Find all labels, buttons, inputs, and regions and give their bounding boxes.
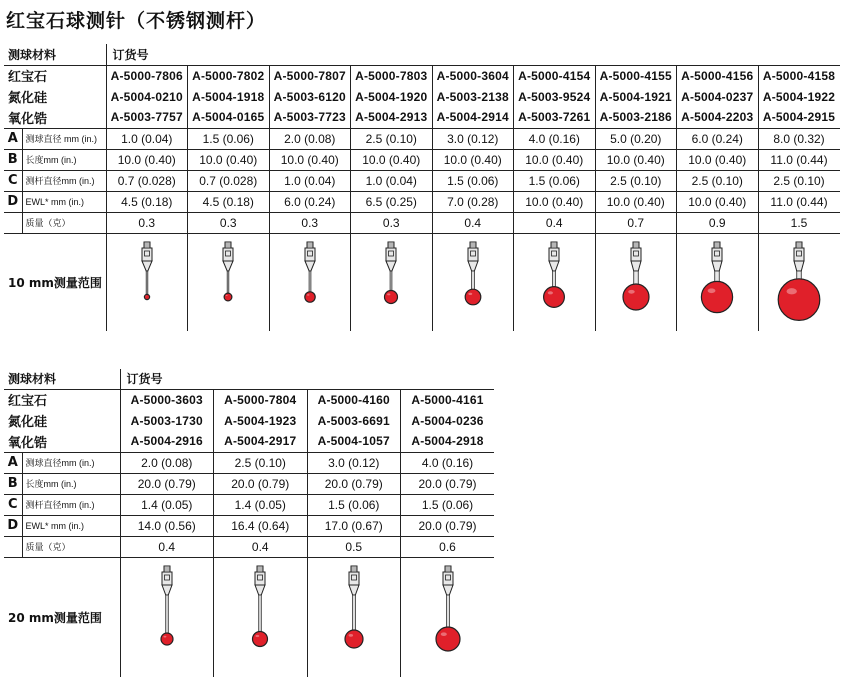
param-value-cell: 7.0 (0.28) — [432, 191, 514, 212]
order-number-header: 订货号 — [106, 44, 840, 65]
param-value-cell: 6.5 (0.25) — [351, 191, 433, 212]
stylus-icon — [117, 234, 177, 330]
order-number-cell: A-5004-2915 — [758, 107, 840, 128]
param-value-cell: 3.0 (0.12) — [307, 452, 401, 473]
order-number-cell: A-5003-7261 — [514, 107, 596, 128]
param-value-cell: 6.0 (0.24) — [269, 191, 351, 212]
stylus-stem — [146, 271, 148, 295]
stylus-taper — [349, 585, 359, 595]
param-letter: C — [4, 494, 22, 515]
material-label: 氮化硅 — [8, 91, 48, 106]
param-value-cell: 0.4 — [120, 536, 214, 557]
stylus-stem — [309, 271, 311, 294]
param-value-cell: 11.0 (0.44) — [758, 191, 840, 212]
stylus-thread — [470, 242, 476, 248]
param-value-cell: 4.5 (0.18) — [188, 191, 270, 212]
param-value-cell: 10.0 (0.40) — [595, 149, 677, 170]
stylus-body — [349, 572, 359, 585]
param-letter: A — [4, 452, 22, 473]
param-value-cell: 20.0 (0.79) — [307, 473, 401, 494]
material-header: 测球材料 — [4, 44, 106, 65]
stylus-taper — [443, 585, 453, 595]
param-value-cell: 0.9 — [677, 212, 759, 233]
ruby-ball-highlight — [226, 294, 228, 295]
stylus-illustration-cell — [214, 557, 308, 677]
order-number-cell: A-5003-7757 — [106, 107, 188, 128]
order-number-cell: A-5000-7806 — [106, 65, 188, 86]
param-value-cell: 20.0 (0.79) — [401, 515, 495, 536]
stylus-icon — [361, 234, 421, 330]
page-title: 红宝石球测针（不锈钢测杆） — [6, 10, 267, 32]
param-value-cell: 0.3 — [188, 212, 270, 233]
stylus-icon — [230, 558, 290, 676]
ruby-ball — [702, 281, 733, 312]
material-label: 氮化硅 — [8, 415, 48, 430]
ruby-ball-highlight — [307, 294, 310, 296]
param-value-cell: 0.7 (0.028) — [188, 170, 270, 191]
param-letter: A — [4, 128, 22, 149]
ruby-ball — [144, 294, 149, 299]
param-label: EWL* mm (in.) — [22, 191, 106, 212]
stylus-thread — [796, 242, 802, 248]
order-number-cell: A-5004-1918 — [188, 86, 270, 107]
stylus-thread — [714, 242, 720, 248]
stylus-taper — [631, 261, 641, 271]
stylus-table-10mm — [4, 44, 840, 331]
order-number-cell: A-5000-3603 — [120, 389, 214, 410]
param-value-cell: 2.0 (0.08) — [120, 452, 214, 473]
stylus-thread — [307, 242, 313, 248]
stylus-illustration-cell — [432, 233, 514, 331]
param-label: 长度mm (in.) — [22, 149, 106, 170]
ruby-ball-highlight — [548, 291, 553, 294]
param-value-cell: 10.0 (0.40) — [188, 149, 270, 170]
param-label: 质量（克） — [22, 212, 106, 233]
order-number-cell: A-5000-7803 — [351, 65, 433, 86]
param-label: 测杆直径mm (in.) — [22, 494, 120, 515]
param-value-cell: 17.0 (0.67) — [307, 515, 401, 536]
stylus-stem — [390, 271, 392, 293]
param-value-cell: 0.4 — [514, 212, 596, 233]
param-letter — [4, 536, 22, 557]
param-value-cell: 1.4 (0.05) — [120, 494, 214, 515]
param-value-cell: 0.4 — [432, 212, 514, 233]
stylus-taper — [712, 261, 722, 271]
param-value-cell: 11.0 (0.44) — [758, 149, 840, 170]
param-value-cell: 10.0 (0.40) — [595, 191, 677, 212]
param-value-cell: 1.0 (0.04) — [351, 170, 433, 191]
order-number-cell: A-5004-1921 — [595, 86, 677, 107]
order-number-header: 订货号 — [120, 369, 494, 389]
ruby-ball-highlight — [628, 289, 635, 293]
stylus-thread — [225, 242, 231, 248]
order-number-cell: A-5000-4160 — [307, 389, 401, 410]
param-value-cell: 4.0 (0.16) — [514, 128, 596, 149]
stylus-thread — [144, 242, 150, 248]
stylus-icon — [769, 234, 829, 330]
material-label: 红宝石 — [8, 394, 48, 410]
material-header: 测球材料 — [4, 369, 120, 389]
stylus-body — [386, 248, 396, 261]
param-value-cell: 20.0 (0.79) — [214, 473, 308, 494]
stylus-body — [631, 248, 641, 261]
stylus-stem — [165, 595, 168, 635]
ruby-ball — [465, 289, 481, 305]
ruby-ball — [305, 291, 315, 301]
order-number-cell: A-5004-2203 — [677, 107, 759, 128]
stylus-icon — [198, 234, 258, 330]
param-label: 测球直径 mm (in.) — [22, 128, 106, 149]
param-value-cell: 0.7 — [595, 212, 677, 233]
param-value-cell: 10.0 (0.40) — [351, 149, 433, 170]
stylus-illustration-cell — [595, 233, 677, 331]
stylus-body — [162, 572, 172, 585]
order-number-cell: A-5003-2186 — [595, 107, 677, 128]
param-letter — [4, 212, 22, 233]
order-number-cell: A-5003-2138 — [432, 86, 514, 107]
stylus-illustration-cell — [120, 557, 214, 677]
stylus-taper — [386, 261, 396, 271]
stylus-body — [794, 248, 804, 261]
param-letter: D — [4, 515, 22, 536]
stylus-stem — [446, 595, 449, 632]
stylus-taper — [549, 261, 559, 271]
order-number-cell: A-5004-0236 — [401, 410, 495, 431]
ruby-ball — [778, 278, 820, 320]
stylus-illustration-cell — [677, 233, 759, 331]
order-number-cell: A-5004-1057 — [307, 431, 401, 452]
order-number-cell: A-5004-0165 — [188, 107, 270, 128]
ruby-ball — [385, 290, 398, 303]
order-number-cell: A-5000-7802 — [188, 65, 270, 86]
param-label: 质量（克） — [22, 536, 120, 557]
stylus-icon — [443, 234, 503, 330]
stylus-body — [712, 248, 722, 261]
stylus-taper — [223, 261, 233, 271]
param-value-cell: 10.0 (0.40) — [677, 149, 759, 170]
order-number-cell: A-5003-9524 — [514, 86, 596, 107]
stylus-thread — [257, 566, 263, 572]
order-number-cell: A-5000-4154 — [514, 65, 596, 86]
param-value-cell: 0.5 — [307, 536, 401, 557]
ruby-ball — [161, 633, 173, 645]
stylus-taper — [255, 585, 265, 595]
ruby-ball-highlight — [708, 288, 716, 293]
material-label: 红宝石 — [8, 70, 48, 86]
param-value-cell: 3.0 (0.12) — [432, 128, 514, 149]
stylus-thread — [164, 566, 170, 572]
param-value-cell: 4.5 (0.18) — [106, 191, 188, 212]
order-number-cell: A-5004-2917 — [214, 431, 308, 452]
param-value-cell: 1.0 (0.04) — [269, 170, 351, 191]
ruby-ball — [623, 284, 649, 310]
ruby-ball — [436, 627, 460, 651]
param-value-cell: 10.0 (0.40) — [432, 149, 514, 170]
param-value-cell: 2.5 (0.10) — [758, 170, 840, 191]
stylus-table-20mm — [4, 369, 494, 677]
stylus-icon — [418, 558, 478, 676]
stylus-icon — [280, 234, 340, 330]
order-number-cell: A-5003-1730 — [120, 410, 214, 431]
ruby-ball-highlight — [145, 295, 146, 296]
stylus-illustration-cell — [269, 233, 351, 331]
param-value-cell: 1.5 (0.06) — [188, 128, 270, 149]
param-letter: B — [4, 473, 22, 494]
param-value-cell: 4.0 (0.16) — [401, 452, 495, 473]
order-number-cell: A-5004-2918 — [401, 431, 495, 452]
param-value-cell: 0.3 — [269, 212, 351, 233]
order-number-cell: A-5004-2913 — [351, 107, 433, 128]
stylus-icon — [324, 558, 384, 676]
param-value-cell: 10.0 (0.40) — [269, 149, 351, 170]
stylus-icon — [524, 234, 584, 330]
ruby-ball-highlight — [163, 635, 166, 637]
stylus-stem — [227, 271, 229, 295]
param-value-cell: 10.0 (0.40) — [106, 149, 188, 170]
param-label: 长度mm (in.) — [22, 473, 120, 494]
stylus-illustration-cell — [188, 233, 270, 331]
measuring-range-label: 20 mm测量范围 — [8, 610, 102, 625]
param-label: 测杆直径mm (in.) — [22, 170, 106, 191]
param-value-cell: 1.5 (0.06) — [307, 494, 401, 515]
order-number-cell: A-5004-0237 — [677, 86, 759, 107]
param-value-cell: 0.3 — [106, 212, 188, 233]
stylus-illustration-cell — [758, 233, 840, 331]
ruby-ball — [544, 286, 565, 307]
param-value-cell: 10.0 (0.40) — [514, 149, 596, 170]
stylus-illustration-cell — [401, 557, 495, 677]
param-value-cell: 0.7 (0.028) — [106, 170, 188, 191]
order-number-cell: A-5004-1923 — [214, 410, 308, 431]
param-letter: D — [4, 191, 22, 212]
stylus-taper — [142, 261, 152, 271]
stylus-thread — [351, 566, 357, 572]
param-value-cell: 2.5 (0.10) — [595, 170, 677, 191]
measuring-range-label: 10 mm测量范围 — [8, 275, 102, 290]
stylus-illustration-cell — [307, 557, 401, 677]
stylus-taper — [468, 261, 478, 271]
param-value-cell: 2.5 (0.10) — [351, 128, 433, 149]
param-value-cell: 20.0 (0.79) — [401, 473, 495, 494]
order-number-cell: A-5004-1922 — [758, 86, 840, 107]
stylus-icon — [606, 234, 666, 330]
order-number-cell: A-5000-3604 — [432, 65, 514, 86]
order-number-cell: A-5000-4158 — [758, 65, 840, 86]
param-value-cell: 1.4 (0.05) — [214, 494, 308, 515]
stylus-body — [255, 572, 265, 585]
stylus-body — [223, 248, 233, 261]
param-value-cell: 10.0 (0.40) — [677, 191, 759, 212]
order-number-cell: A-5000-4156 — [677, 65, 759, 86]
ruby-ball — [224, 293, 232, 301]
param-value-cell: 16.4 (0.64) — [214, 515, 308, 536]
stylus-illustration-cell — [514, 233, 596, 331]
stylus-body — [468, 248, 478, 261]
param-label: EWL* mm (in.) — [22, 515, 120, 536]
order-number-cell: A-5000-7804 — [214, 389, 308, 410]
stylus-icon — [137, 558, 197, 676]
stylus-thread — [388, 242, 394, 248]
param-value-cell: 2.5 (0.10) — [214, 452, 308, 473]
order-number-cell: A-5004-0210 — [106, 86, 188, 107]
param-value-cell: 1.0 (0.04) — [106, 128, 188, 149]
param-value-cell: 0.4 — [214, 536, 308, 557]
param-label: 测球直径mm (in.) — [22, 452, 120, 473]
stylus-illustration-cell — [351, 233, 433, 331]
param-value-cell: 20.0 (0.79) — [120, 473, 214, 494]
order-number-cell: A-5003-7723 — [269, 107, 351, 128]
ruby-ball-highlight — [468, 292, 472, 294]
param-letter: B — [4, 149, 22, 170]
stylus-stem — [352, 595, 355, 634]
param-value-cell: 6.0 (0.24) — [677, 128, 759, 149]
stylus-illustration-cell — [106, 233, 188, 331]
stylus-body — [549, 248, 559, 261]
ruby-ball-highlight — [256, 634, 260, 636]
stylus-thread — [445, 566, 451, 572]
param-value-cell: 1.5 (0.06) — [514, 170, 596, 191]
order-number-cell: A-5004-2916 — [120, 431, 214, 452]
param-value-cell: 14.0 (0.56) — [120, 515, 214, 536]
param-letter: C — [4, 170, 22, 191]
stylus-stem — [259, 595, 262, 635]
stylus-icon — [687, 234, 747, 330]
ruby-ball — [345, 630, 363, 648]
ruby-ball-highlight — [387, 293, 390, 295]
stylus-taper — [162, 585, 172, 595]
param-value-cell: 5.0 (0.20) — [595, 128, 677, 149]
order-number-cell: A-5004-2914 — [432, 107, 514, 128]
param-value-cell: 1.5 (0.06) — [432, 170, 514, 191]
material-label: 氧化锆 — [4, 107, 106, 128]
stylus-body — [305, 248, 315, 261]
order-number-cell: A-5000-4155 — [595, 65, 677, 86]
param-value-cell: 8.0 (0.32) — [758, 128, 840, 149]
stylus-body — [443, 572, 453, 585]
ruby-ball-highlight — [787, 288, 797, 294]
param-value-cell: 10.0 (0.40) — [514, 191, 596, 212]
param-value-cell: 2.0 (0.08) — [269, 128, 351, 149]
stylus-thread — [633, 242, 639, 248]
stylus-taper — [305, 261, 315, 271]
ruby-ball — [253, 631, 268, 646]
ruby-ball-highlight — [348, 634, 353, 637]
param-value-cell: 2.5 (0.10) — [677, 170, 759, 191]
param-value-cell: 1.5 — [758, 212, 840, 233]
order-number-cell: A-5003-6120 — [269, 86, 351, 107]
order-number-cell: A-5004-1920 — [351, 86, 433, 107]
order-number-cell: A-5000-7807 — [269, 65, 351, 86]
material-label: 氧化锆 — [4, 431, 120, 452]
param-value-cell: 0.6 — [401, 536, 495, 557]
param-value-cell: 1.5 (0.06) — [401, 494, 495, 515]
stylus-body — [142, 248, 152, 261]
order-number-cell: A-5000-4161 — [401, 389, 495, 410]
stylus-taper — [794, 261, 804, 271]
order-number-cell: A-5003-6691 — [307, 410, 401, 431]
ruby-ball-highlight — [440, 632, 446, 636]
stylus-thread — [551, 242, 557, 248]
param-value-cell: 0.3 — [351, 212, 433, 233]
